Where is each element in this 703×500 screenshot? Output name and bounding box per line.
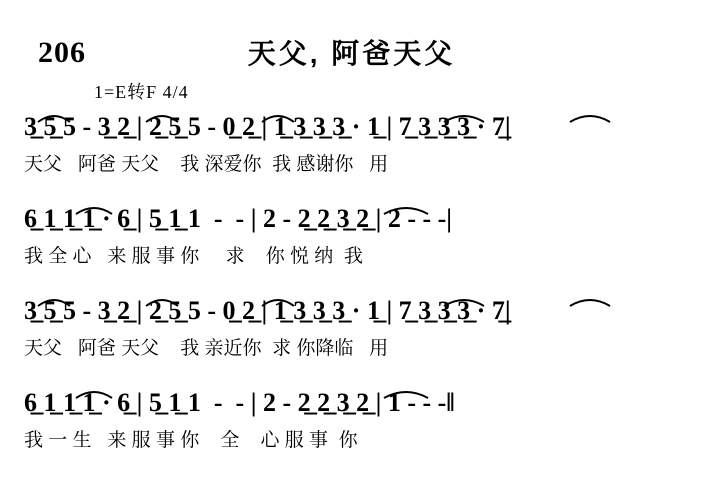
song-number: 206 bbox=[38, 36, 86, 69]
lyrics-row: 我 一 生 来 服 事 你 全 心 服 事 你 bbox=[24, 430, 358, 451]
lyrics-row: 天父 阿爸 天父 我 亲近你 求 你降临 用 bbox=[24, 338, 389, 359]
key-signature: 1=E转F 4/4 bbox=[94, 82, 189, 102]
notation-row: 3̲ 5̲ 5 - 3̲ 2̲ | 2̲ 5̲ 5 - 0̲ 2̲ | 1̲ 3̲ 3̲ 3̲ · 1̲ | 7̲ 3̲ 3̲ 3̲ · 7̲| bbox=[24, 112, 511, 141]
staff-line-3 bbox=[24, 292, 684, 364]
notation-row: 6̲ 1̲ 1̲ 1̲ · 6̲ | 5̲ 1̲ 1 - - | 2 - 2̲ 2̲ 3̲ 2̲ | 1 - - -‖ bbox=[24, 388, 455, 417]
lyrics-row: 天父 阿爸 天父 我 深爱你 我 感谢你 用 bbox=[24, 154, 389, 175]
notation-row: 3̲ 5̲ 5 - 3̲ 2̲ | 2̲ 5̲ 5 - 0̲ 2̲ | 1̲ 3̲ 3̲ 3̲ · 1̲ | 7̲ 3̲ 3̲ 3̲ · 7̲| bbox=[24, 296, 511, 325]
page-title: 天父, 阿爸天父 bbox=[247, 38, 456, 69]
staff-line-1 bbox=[24, 108, 684, 180]
notation-row: 6̲ 1̲ 1̲ 1̲ · 6̲ | 5̲ 1̲ 1 - - | 2 - 2̲ 2̲ 3̲ 2̲ | 2 - - -| bbox=[24, 204, 453, 233]
staff-line-2 bbox=[24, 200, 684, 272]
staff-line-4 bbox=[24, 384, 684, 456]
lyrics-row: 我 全 心 来 服 事 你 求 你 悦 纳 我 bbox=[24, 246, 363, 267]
